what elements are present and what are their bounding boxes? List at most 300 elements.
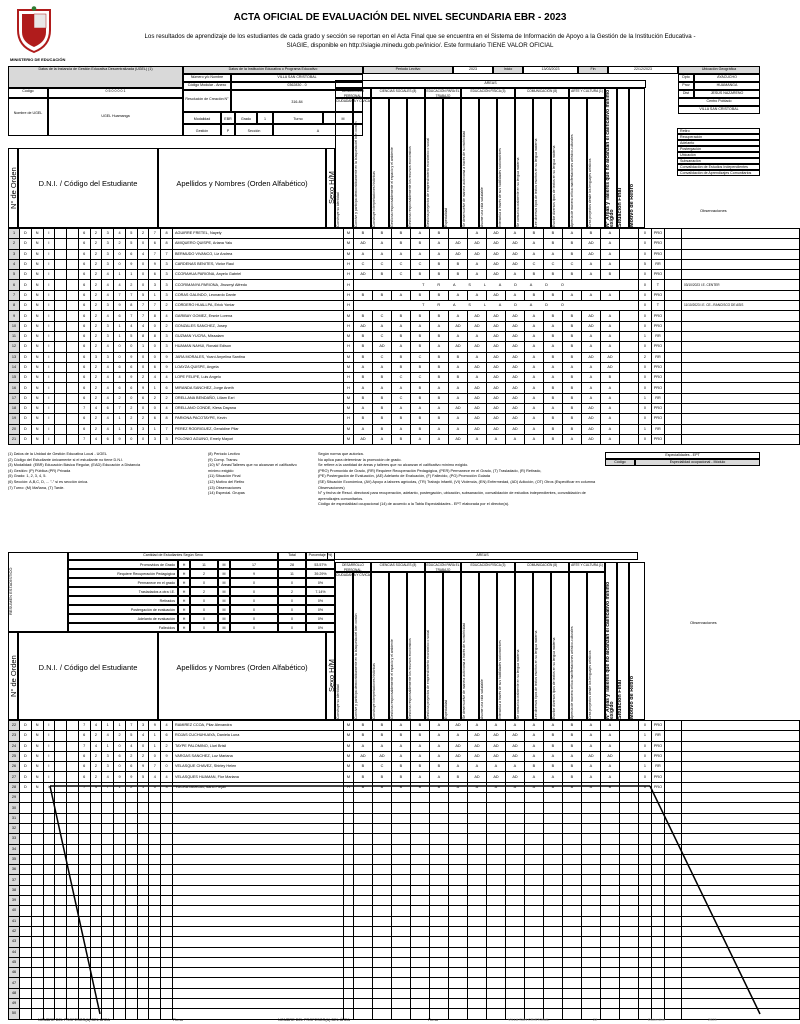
observacion: 03/10/2023 I.E. CENTER bbox=[681, 280, 799, 290]
ept-title: Especialidades - EPT bbox=[605, 452, 760, 459]
stats-title: Cantidad de Estudiantes Según Sexo bbox=[68, 552, 278, 560]
grade-cell: AD bbox=[486, 393, 505, 403]
seccion-label: Sección bbox=[235, 124, 273, 136]
student-name: TAYPE PALOMINO, Lluri Brisil bbox=[172, 741, 343, 751]
competency-label-13: Aprecia de manera crítica manifestaciones artístico-culturales bbox=[570, 626, 574, 719]
grade-cell: AD bbox=[372, 342, 391, 352]
grade-cell: AD bbox=[486, 751, 505, 761]
dni-char: I bbox=[43, 229, 55, 239]
student-sex: M bbox=[343, 434, 353, 444]
areas-count: 0 bbox=[638, 321, 651, 331]
sexo-header-2: Sexo H/M bbox=[327, 659, 336, 693]
grade-cell: A bbox=[543, 321, 562, 331]
row-number: 29 bbox=[9, 793, 20, 803]
dni-char: 2 bbox=[114, 239, 126, 249]
dni-char: 1 bbox=[114, 424, 126, 434]
situacion-final: PRO bbox=[651, 741, 664, 751]
stats-pct: 53.57% bbox=[306, 560, 335, 569]
areas-count: 2 bbox=[638, 352, 651, 362]
situacion-final: PRO bbox=[651, 751, 664, 761]
grade-cell: AD bbox=[505, 259, 524, 269]
turno-value: M bbox=[323, 112, 363, 124]
grade-cell: B bbox=[562, 321, 581, 331]
grade-cell: B bbox=[543, 762, 562, 772]
grade-cell: B bbox=[429, 373, 448, 383]
row-number: 7 bbox=[9, 290, 20, 300]
grade-cell: A bbox=[581, 772, 600, 782]
dni-char: 6 bbox=[78, 362, 90, 372]
sexo-header: Sexo H/M bbox=[327, 171, 336, 205]
grade-cell: AD bbox=[467, 414, 486, 424]
areas-count: 0 bbox=[638, 249, 651, 259]
grade-cell: A bbox=[391, 321, 410, 331]
grade-cell: AD bbox=[486, 290, 505, 300]
dni-char: 6 bbox=[149, 414, 161, 424]
dni-char: 7 bbox=[78, 782, 90, 792]
areas-desaprobadas-header: N° Áreas y Talleres que no alcanzan el calificativo mínimo exigido bbox=[605, 89, 615, 227]
stats-pct: 0% bbox=[306, 578, 335, 587]
dni-char: 2 bbox=[90, 280, 102, 290]
ept-codigo: Código bbox=[605, 459, 635, 466]
row-number: 42 bbox=[9, 926, 20, 936]
grade-cell: B bbox=[410, 414, 429, 424]
competency-label-0: Construye su identidad bbox=[336, 192, 340, 227]
grade-cell: C bbox=[410, 259, 429, 269]
dni-char: N bbox=[31, 321, 43, 331]
traslado-note: T R A S L A D A D O bbox=[353, 280, 638, 290]
areas-count: 0 bbox=[638, 404, 651, 414]
competency-label-10: Se comunica oralmente en su lengua materna bbox=[516, 649, 520, 719]
dni-char: I bbox=[43, 721, 55, 731]
dni-char: I bbox=[43, 321, 55, 331]
dni-char: N bbox=[31, 731, 43, 741]
cod-modular-label: Código Modular - Anexo bbox=[183, 82, 231, 90]
dni-char: 2 bbox=[137, 751, 149, 761]
row-number: 41 bbox=[9, 916, 20, 926]
student-name: RAMIREZ CCOA, Pilar Alexandra bbox=[172, 721, 343, 731]
nombre-ugel-label: Nombre de UGEL bbox=[8, 98, 48, 136]
student-sex: M bbox=[343, 239, 353, 249]
area-header-2: EDUCACIÓN PARA EL TRABAJO bbox=[426, 89, 460, 98]
dni-char: N bbox=[31, 290, 43, 300]
nombre-ie-label: Número y/o Nombre bbox=[183, 74, 231, 82]
grade-cell: A bbox=[581, 731, 600, 741]
area-header-5: ARTE Y CULTURA (1) bbox=[569, 562, 605, 572]
dni-char: D bbox=[20, 414, 32, 424]
grade-cell: AD bbox=[581, 321, 600, 331]
grade-cell: AD bbox=[467, 342, 486, 352]
codigo-label: Código bbox=[8, 88, 48, 98]
grade-cell: AD bbox=[505, 362, 524, 372]
dni-char: 1 bbox=[114, 414, 126, 424]
stats-label: Permanece en el grado bbox=[68, 578, 178, 587]
motivo-retiro-header-2: Motivo de Retiro bbox=[629, 675, 635, 719]
dni-char: I bbox=[43, 373, 55, 383]
dni-char: 6 bbox=[161, 731, 173, 741]
legend-item: Convalidación de Aprendizajes Comunitarios bbox=[677, 170, 760, 176]
dni-char: 1 bbox=[149, 741, 161, 751]
dni-char: 3 bbox=[90, 352, 102, 362]
dni-char: 3 bbox=[102, 301, 114, 311]
dni-char: 2 bbox=[114, 393, 126, 403]
grade-cell: AD bbox=[581, 751, 600, 761]
dni-char: D bbox=[20, 311, 32, 321]
page-title: ACTA OFICIAL DE EVALUACIÓN DEL NIVEL SECUNDARIA EBR - 2023 bbox=[233, 12, 567, 23]
grade-cell: A bbox=[600, 342, 619, 352]
stats-total-label: Total bbox=[278, 552, 306, 560]
grade-cell: A bbox=[600, 741, 619, 751]
grade-cell: B bbox=[543, 270, 562, 280]
competency-label-13: Aprecia de manera crítica manifestaciones artístico-culturales bbox=[570, 134, 574, 227]
competency-label-12: Escribe diversos tipos de textos en su lengua materna bbox=[552, 145, 556, 227]
grade-cell: B bbox=[391, 762, 410, 772]
situacion-final: PRO bbox=[651, 373, 664, 383]
grade-cell: AD bbox=[486, 229, 505, 239]
footer-ie: VILLA SAN CRISTOBAL bbox=[508, 1018, 550, 1022]
nombres-header-2: Apellidos y Nombres (Orden Alfabético) bbox=[158, 632, 326, 720]
stats-total: 2 bbox=[278, 587, 306, 596]
grade-cell: AD bbox=[467, 239, 486, 249]
grade-cell: AD bbox=[486, 331, 505, 341]
dni-char: D bbox=[20, 259, 32, 269]
dni-char: 4 bbox=[90, 741, 102, 751]
dni-char: I bbox=[43, 239, 55, 249]
note-line: (PRO) Promovido de Grado, (RR) Requiere Recuperación Pedagógica, (PER) Permanece en el Grado, (T) Trasladado, (R) Retirado, bbox=[318, 468, 542, 473]
grade-cell: B bbox=[410, 331, 429, 341]
situacion-final: PRO bbox=[651, 383, 664, 393]
dni-char: 7 bbox=[102, 782, 114, 792]
dni-char: 0 bbox=[125, 434, 137, 444]
grade-cell: A bbox=[467, 721, 486, 731]
grade-cell: B bbox=[353, 311, 372, 321]
grade-cell: A bbox=[467, 259, 486, 269]
dist-value: JESÚS NAZARENO bbox=[694, 90, 760, 98]
area-header-2: EDUCACIÓN PARA EL TRABAJO bbox=[426, 563, 460, 572]
gestion-label: Gestión bbox=[183, 124, 221, 136]
note-line: Código de especialidad ocupacional (14) de acuerdo a la Tabla Especialidades - EPT elaborada por el director(a). bbox=[318, 502, 510, 507]
dni-char: 3 bbox=[161, 342, 173, 352]
dni-char: 9 bbox=[137, 383, 149, 393]
dni-char: 2 bbox=[90, 362, 102, 372]
row-number: 19 bbox=[9, 414, 20, 424]
grade-cell: B bbox=[543, 311, 562, 321]
traslado-note: T R A S L A D A D O bbox=[353, 301, 638, 311]
stats-h-label: H bbox=[178, 623, 190, 632]
grade-cell: A bbox=[524, 373, 543, 383]
row-number: 47 bbox=[9, 978, 20, 988]
note-line: (7) Turno: (M) Mañana, (T) Tarde. bbox=[8, 485, 65, 490]
grade-cell: A bbox=[429, 434, 448, 444]
dni-char: 6 bbox=[78, 311, 90, 321]
dni-char: 3 bbox=[102, 352, 114, 362]
dni-char: N bbox=[31, 301, 43, 311]
grade-cell: B bbox=[524, 229, 543, 239]
situacion-final: T bbox=[651, 280, 664, 290]
competency-label-11: Lee diversos tipos de textos escritos en su lengua materna bbox=[534, 630, 538, 719]
grade-cell: A bbox=[391, 404, 410, 414]
stats-label: Promovidos de Grado bbox=[68, 560, 178, 569]
stats-m-value: 0 bbox=[230, 596, 278, 605]
grade-cell: C bbox=[391, 373, 410, 383]
situacion-final: RR bbox=[651, 393, 664, 403]
grade-cell: B bbox=[353, 290, 372, 300]
student-sex: H bbox=[343, 373, 353, 383]
row-number: 44 bbox=[9, 947, 20, 957]
grade-cell: A bbox=[429, 239, 448, 249]
student-sex: H bbox=[343, 301, 353, 311]
row-number: 40 bbox=[9, 906, 20, 916]
dni-char: 6 bbox=[102, 434, 114, 444]
grade-cell: B bbox=[524, 762, 543, 772]
dni-char: I bbox=[43, 249, 55, 259]
grade-cell: A bbox=[524, 424, 543, 434]
competency-label-7: Se desenvuelve de manera autónoma a través de su motricidad bbox=[462, 130, 466, 227]
dni-char: D bbox=[20, 741, 32, 751]
grade-cell: AD bbox=[448, 249, 467, 259]
seccion-value: A bbox=[273, 124, 363, 136]
dni-char: 9 bbox=[137, 762, 149, 772]
student-name: LOAYZA QUISPE, Angela bbox=[172, 362, 343, 372]
stats-pct: 7.14% bbox=[306, 587, 335, 596]
row-number: 28 bbox=[9, 782, 20, 792]
area-header-4: COMUNICACIÓN (8) bbox=[515, 88, 569, 98]
grade-cell: A bbox=[372, 434, 391, 444]
dni-char: D bbox=[20, 352, 32, 362]
grade-cell: A bbox=[524, 321, 543, 331]
grade-cell: A bbox=[372, 239, 391, 249]
dni-char: 6 bbox=[78, 762, 90, 772]
dni-char: N bbox=[31, 424, 43, 434]
observaciones-header-1: Observaciones bbox=[700, 208, 727, 213]
grade-cell: A bbox=[372, 321, 391, 331]
dni-char: N bbox=[31, 751, 43, 761]
dni-char: 1 bbox=[114, 270, 126, 280]
dni-char: 0 bbox=[149, 404, 161, 414]
area-header-5: ARTE Y CULTURA (1) bbox=[569, 88, 605, 98]
student-name: GONZALES SANCHEZ, Josep bbox=[172, 321, 343, 331]
dni-char: N bbox=[31, 270, 43, 280]
grade-cell: AD bbox=[486, 414, 505, 424]
grade-cell: AD bbox=[505, 249, 524, 259]
competency-label-5: Gestiona proyectos de emprendimiento económico o social bbox=[426, 630, 430, 719]
dni-char: 6 bbox=[149, 239, 161, 249]
grade-cell: C bbox=[410, 352, 429, 362]
dni-char: 0 bbox=[114, 762, 126, 772]
grade-cell: A bbox=[372, 383, 391, 393]
grade-cell: B bbox=[562, 424, 581, 434]
grade-cell: AD bbox=[448, 751, 467, 761]
area-header-1: CIENCIAS SOCIALES (8) bbox=[371, 562, 425, 572]
grade-cell: A bbox=[429, 383, 448, 393]
stats-label: Fallecidos bbox=[68, 623, 178, 632]
dni-char: 2 bbox=[90, 342, 102, 352]
grade-cell: A bbox=[581, 721, 600, 731]
dni-char: 4 bbox=[102, 393, 114, 403]
dni-char: 3 bbox=[161, 280, 173, 290]
grade-cell: B bbox=[429, 270, 448, 280]
dni-char: 6 bbox=[125, 383, 137, 393]
grade-cell: B bbox=[429, 352, 448, 362]
dni-char: 0 bbox=[137, 741, 149, 751]
grade-cell: A bbox=[524, 731, 543, 741]
grade-cell: A bbox=[600, 311, 619, 321]
grade-cell: AD bbox=[486, 424, 505, 434]
dni-char: 5 bbox=[137, 772, 149, 782]
grade-cell: A bbox=[543, 404, 562, 414]
nombre-ie-value: VILLA SAN CRISTOBAL bbox=[231, 74, 363, 82]
row-number: 30 bbox=[9, 803, 20, 813]
dni-char: 8 bbox=[161, 239, 173, 249]
student-sex: M bbox=[343, 404, 353, 414]
dni-char: 0 bbox=[114, 352, 126, 362]
grade-cell: A bbox=[562, 362, 581, 372]
grade-cell: C bbox=[372, 259, 391, 269]
grade-cell: A bbox=[486, 434, 505, 444]
grade-cell: B bbox=[353, 352, 372, 362]
dni-char: 8 bbox=[149, 331, 161, 341]
grade-cell: A bbox=[429, 321, 448, 331]
dni-char: D bbox=[20, 270, 32, 280]
dni-char: 6 bbox=[114, 751, 126, 761]
grade-cell: B bbox=[372, 424, 391, 434]
stats-h-label: H bbox=[178, 605, 190, 614]
grade-cell: A bbox=[543, 772, 562, 782]
dni-char: N bbox=[31, 414, 43, 424]
areas-count: 0 bbox=[638, 342, 651, 352]
dni-char: N bbox=[31, 342, 43, 352]
grade-cell: A bbox=[429, 772, 448, 782]
grade-cell: AD bbox=[581, 434, 600, 444]
dni-char: 7 bbox=[125, 311, 137, 321]
note-line: (5) Grado: 1, 2, 3, 4, 5. bbox=[8, 474, 47, 479]
student-name: AGUIRRE FRETEL, Nayely bbox=[172, 229, 343, 239]
grade-cell: A bbox=[353, 362, 372, 372]
dni-char: 4 bbox=[149, 373, 161, 383]
grade-cell: A bbox=[524, 772, 543, 782]
dni-char: D bbox=[20, 721, 32, 731]
row-number: 50 bbox=[9, 1009, 20, 1019]
dni-char: 2 bbox=[90, 393, 102, 403]
competency-label-3: Gestiona responsablemente el espacio y el ambiente bbox=[390, 639, 394, 719]
situacion-final: PRO bbox=[651, 239, 664, 249]
dni-char: D bbox=[20, 301, 32, 311]
stats-m-value: 9 bbox=[230, 569, 278, 578]
grade-cell: A bbox=[524, 741, 543, 751]
dist-label: Dist bbox=[678, 90, 694, 98]
dni-char: 4 bbox=[125, 321, 137, 331]
areas-count: 0 bbox=[638, 311, 651, 321]
grade-cell: A bbox=[581, 290, 600, 300]
grade-cell: AD bbox=[448, 434, 467, 444]
note-line: Según norma que autoriza. bbox=[318, 452, 364, 456]
grade-cell: AD bbox=[353, 270, 372, 280]
student-sex: H bbox=[343, 280, 353, 290]
dni-char: 6 bbox=[149, 362, 161, 372]
dni-char: 4 bbox=[102, 362, 114, 372]
grade-cell: B bbox=[372, 270, 391, 280]
dni-char: 7 bbox=[149, 301, 161, 311]
dni-char: 9 bbox=[114, 434, 126, 444]
grade-cell: B bbox=[562, 414, 581, 424]
grade-cell: B bbox=[372, 290, 391, 300]
grade-cell: AD bbox=[581, 414, 600, 424]
grade-cell: AD bbox=[600, 362, 619, 372]
grade-cell: B bbox=[429, 393, 448, 403]
dni-char: 6 bbox=[78, 383, 90, 393]
grade-cell: B bbox=[353, 393, 372, 403]
grade-cell: B bbox=[562, 373, 581, 383]
grade-cell: AD bbox=[486, 239, 505, 249]
stats-total: 0 bbox=[278, 623, 306, 632]
grade-cell: AD bbox=[353, 239, 372, 249]
grade-cell: A bbox=[524, 721, 543, 731]
dni-char: 3 bbox=[161, 782, 173, 792]
areas-count: 0 bbox=[638, 721, 651, 731]
dni-char: 0 bbox=[137, 280, 149, 290]
legend-item: Adelanto bbox=[677, 140, 760, 146]
dni-char: D bbox=[20, 762, 32, 772]
area-header-3: EDUCACIÓN FÍSICA (3) bbox=[461, 88, 515, 98]
situacion-final: PRO bbox=[651, 342, 664, 352]
orden-header-2: N° de Orden bbox=[9, 655, 18, 697]
dni-char: 6 bbox=[78, 393, 90, 403]
dni-char: 3 bbox=[102, 239, 114, 249]
stats-m-label: M bbox=[218, 569, 230, 578]
student-name: MIRANDA SANCHEZ, Jorge Aneth bbox=[172, 383, 343, 393]
dni-char: 0 bbox=[137, 404, 149, 414]
grade-cell: B bbox=[410, 290, 429, 300]
dni-char: 7 bbox=[114, 404, 126, 414]
areas-count: 0 bbox=[638, 362, 651, 372]
grade-cell: B bbox=[543, 782, 562, 792]
row-number: 17 bbox=[9, 393, 20, 403]
dni-char: N bbox=[31, 383, 43, 393]
grade-cell: A bbox=[391, 290, 410, 300]
grade-cell: C bbox=[524, 259, 543, 269]
areas-count: 0 bbox=[638, 741, 651, 751]
intro-line-2: SIAGIE, disponible en http://siagie.minedu.gob.pe/inicio/. Este formulario TIENE VALOR OFICIAL bbox=[286, 42, 554, 49]
dni-char: D bbox=[20, 373, 32, 383]
grade-cell: A bbox=[562, 434, 581, 444]
student-name: ORELLANO CONDE, Kless Dayana bbox=[172, 404, 343, 414]
dni-char: 2 bbox=[90, 424, 102, 434]
dni-char: 3 bbox=[102, 762, 114, 772]
stats-h-value: 0 bbox=[190, 578, 218, 587]
dni-char: 7 bbox=[78, 404, 90, 414]
grade-cell: B bbox=[353, 721, 372, 731]
grade-cell: A bbox=[410, 434, 429, 444]
competency-label-7: Se desenvuelve de manera autónoma a través de su motricidad bbox=[462, 622, 466, 719]
dni-char: 2 bbox=[90, 239, 102, 249]
grade-cell: B bbox=[562, 249, 581, 259]
dni-char: 4 bbox=[102, 424, 114, 434]
student-sex: H bbox=[343, 259, 353, 269]
note-line: N° y fecha de Resol. directoral para recuperación, adelanto, postergación, ubicación, subsanación, convalidación de estudios independientes, convalidación de aprendizajes comunitarios. bbox=[318, 491, 586, 501]
dni-char: 3 bbox=[137, 424, 149, 434]
competency-label-0: Construye su identidad bbox=[336, 684, 340, 719]
cod-modular-value: 0362830 - 0 bbox=[231, 82, 363, 90]
grade-cell: AD bbox=[467, 393, 486, 403]
grade-cell: A bbox=[467, 434, 486, 444]
student-name: YUCRA GARCIA, Santi Frejari bbox=[172, 782, 343, 792]
grade-cell: AD bbox=[486, 259, 505, 269]
dni-char: 2 bbox=[90, 290, 102, 300]
dni-char: 6 bbox=[125, 762, 137, 772]
dni-char: 4 bbox=[102, 414, 114, 424]
grade-cell: B bbox=[429, 362, 448, 372]
grade-cell: A bbox=[524, 311, 543, 321]
dni-char: 7 bbox=[149, 762, 161, 772]
